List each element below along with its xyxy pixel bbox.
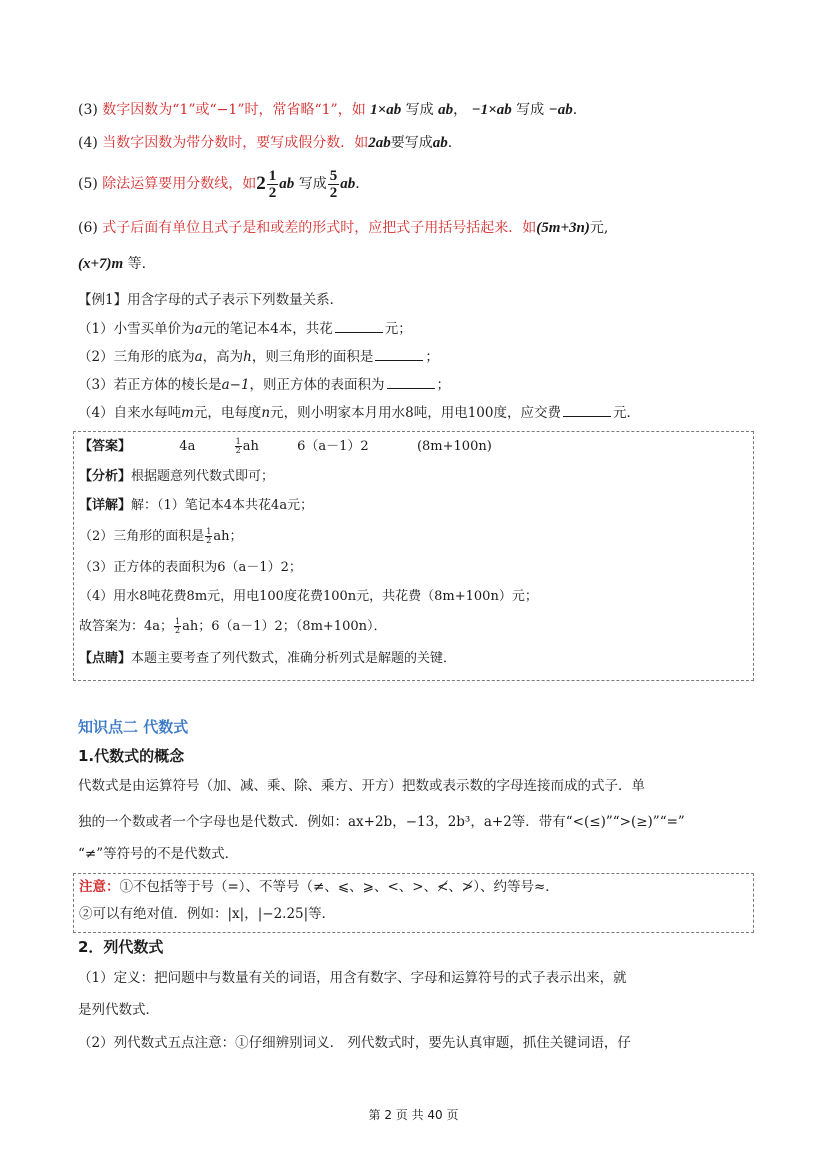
math-expr: −1×ab — [471, 102, 512, 118]
fraction-numerator: 1 — [175, 617, 181, 626]
variable: a — [194, 321, 203, 337]
question-text: （2）三角形的底为 — [78, 349, 195, 365]
analysis-text: 根据题意列代数式即可； — [131, 469, 275, 484]
detail-text: （2）三角形的面积是 — [79, 529, 205, 544]
fraction-denominator: 2 — [235, 446, 241, 455]
answer-blank[interactable] — [375, 346, 423, 361]
rule-6 — [78, 218, 608, 238]
example-question-1 — [78, 318, 412, 339]
rule-connector: 写成 — [516, 102, 545, 118]
rule-connector: 等. — [127, 256, 147, 272]
rule-number: (3) — [78, 102, 98, 118]
answer-value: 6（a－1）2 — [297, 439, 369, 454]
variable: m — [181, 405, 194, 421]
rule-5 — [78, 166, 360, 202]
math-expr: (x+7)m — [78, 256, 124, 272]
example-question-4 — [78, 402, 640, 423]
example-question-2 — [78, 346, 439, 367]
section-title: 知识点二 代数式 — [78, 718, 189, 736]
period: . — [447, 135, 453, 151]
rule-6-continued — [78, 254, 146, 274]
answer-label: 【答案】 — [79, 439, 132, 454]
answer-blank[interactable] — [335, 318, 383, 333]
rule-4 — [78, 133, 452, 153]
question-text: 元，则小明家本月用水8吨，用电100度，应交费 — [270, 405, 561, 421]
question-text: 元． — [612, 405, 640, 421]
fraction-denominator: 2 — [329, 184, 338, 201]
variable: n — [261, 405, 271, 421]
note-text: ①不包括等于号（=）、不等号（≠、⩽、⩾、<、>、≮、≯）、约等号≈． — [119, 879, 559, 895]
detail-text: 解：（1）笔记本4本共花4a元； — [131, 498, 314, 513]
question-text: 元，电每度 — [193, 405, 262, 421]
final-text: ah；6（a－1）2；（8m+100n）． — [182, 619, 387, 634]
math-expr: ab — [279, 176, 295, 192]
variable: h — [243, 349, 252, 365]
fraction-numerator: 1 — [206, 527, 212, 536]
question-text: ，则三角形的面积是 — [251, 349, 374, 365]
unit-text: 元, — [589, 220, 609, 236]
answer-row — [79, 438, 492, 456]
answer-blank[interactable] — [387, 374, 435, 389]
math-expr: ab — [340, 176, 356, 192]
question-text: ，高为 — [202, 349, 244, 365]
answer-value: (8m+100n) — [416, 439, 492, 454]
paragraph-line: 代数式是由运算符号（加、减、乘、除、乘方、开方）把数或表示数的字母连接而成的式子．单 — [78, 778, 645, 794]
fraction-numerator: 1 — [235, 437, 241, 446]
rule-connector: 写成 — [298, 176, 327, 192]
page-footer: 第 2 页 共 40 页 — [368, 1108, 459, 1122]
note-row-1 — [79, 877, 559, 897]
fraction-numerator: 1 — [268, 167, 277, 184]
question-text: 元； — [384, 321, 412, 337]
fraction-denominator: 2 — [268, 184, 277, 201]
comment-text: 本题主要考查了列代数式，准确分析列式是解题的关键． — [131, 651, 457, 666]
question-text: （4）自来水每吨 — [78, 405, 182, 421]
detail-row-2 — [79, 528, 243, 546]
question-text: 元的笔记本4本，共花 — [202, 321, 333, 337]
fraction — [328, 168, 340, 201]
fraction — [205, 528, 212, 545]
detail-text: ah； — [213, 529, 243, 544]
fraction — [267, 168, 279, 201]
paragraph-line: 独的一个数或者一个字母也是代数式．例如：ax+2b，−13，2b³，a+2等．带有“<(≤)”“>(≥)”“=” — [78, 814, 685, 830]
question-text: （1）小雪买单价为 — [78, 321, 195, 337]
paragraph-line: “≠”等符号的不是代数式． — [78, 846, 239, 862]
question-text: ； — [425, 349, 439, 365]
rule-connector: 要写成 — [390, 135, 433, 151]
rule-text: 除法运算要用分数线，如 — [102, 176, 257, 192]
rule-number: (6) — [78, 220, 98, 236]
example-title: 【例1】用含字母的式子表示下列数量关系． — [78, 292, 344, 308]
rule-text: 式子后面有单位且式子是和或差的形式时，应把式子用括号括起来．如 — [102, 220, 537, 236]
example-question-3 — [78, 374, 450, 395]
final-text: 故答案为：4a； — [79, 619, 174, 634]
comment-label: 【点睛】 — [79, 651, 132, 666]
comment-row — [79, 650, 456, 668]
comma: ， — [453, 102, 468, 118]
answer-box — [73, 431, 754, 681]
answer-value: 4a — [179, 439, 196, 454]
period: . — [355, 176, 360, 192]
question-text: ，则正方体的表面积为 — [249, 377, 385, 393]
subheading-concept: 1.代数式的概念 — [78, 747, 185, 765]
math-expr: 2ab — [368, 135, 391, 151]
variable: a — [194, 349, 203, 365]
math-expr: −ab — [548, 102, 573, 118]
fraction-denominator: 2 — [175, 626, 181, 635]
rule-text: 数字因数为“1”或“−1”时，常省略“1”，如 — [102, 102, 366, 118]
question-text: （3）若正方体的棱长是 — [78, 377, 222, 393]
rule-number: (4) — [78, 135, 98, 151]
detail-label: 【详解】 — [79, 498, 132, 513]
math-expr: ab — [438, 102, 454, 118]
detail-row-3: （3）正方体的表面积为6（a－1）2； — [79, 560, 302, 575]
paragraph-line: （1）定义：把问题中与数量有关的词语，用含有数字、字母和运算符号的式子表示出来，就 — [78, 970, 627, 986]
detail-row — [79, 497, 313, 515]
rule-number: (5) — [78, 176, 98, 192]
note-box — [73, 873, 754, 933]
analysis-label: 【分析】 — [79, 469, 132, 484]
math-expr: ab — [432, 135, 448, 151]
note-row-2: ②可以有绝对值．例如：|x|，|−2.25|等． — [79, 906, 336, 922]
fraction-denominator: 2 — [206, 536, 212, 545]
subheading-list: 2．列代数式 — [78, 938, 164, 956]
math-expr: (5m+3n) — [536, 220, 590, 236]
answer-blank[interactable] — [563, 402, 611, 417]
fraction-numerator: 5 — [329, 167, 338, 184]
analysis-row — [79, 468, 274, 486]
variable: a−1 — [221, 377, 250, 393]
answer-value: ah — [242, 439, 259, 454]
fraction — [235, 438, 242, 455]
mixed-whole: 2 — [256, 173, 266, 194]
paragraph-line: 是列代数式． — [78, 1002, 159, 1018]
paragraph-line: （2）列代数式五点注意：①仔细辨别词义． 列代数式时，要先认真审题，抓住关键词语，仔 — [78, 1035, 631, 1051]
question-text: ； — [436, 377, 451, 393]
fraction — [174, 618, 181, 635]
note-label: 注意： — [79, 879, 120, 895]
period: . — [572, 102, 578, 118]
math-expr: 1×ab — [370, 102, 402, 118]
detail-row-4: （4）用水8吨花费8m元，用电100度花费100n元，共花费（8m+100n）元； — [79, 589, 538, 604]
rule-connector: 写成 — [405, 102, 434, 118]
rule-3 — [78, 100, 577, 120]
final-answer-row — [79, 618, 387, 636]
rule-text: 当数字因数为带分数时，要写成假分数．如 — [102, 135, 369, 151]
